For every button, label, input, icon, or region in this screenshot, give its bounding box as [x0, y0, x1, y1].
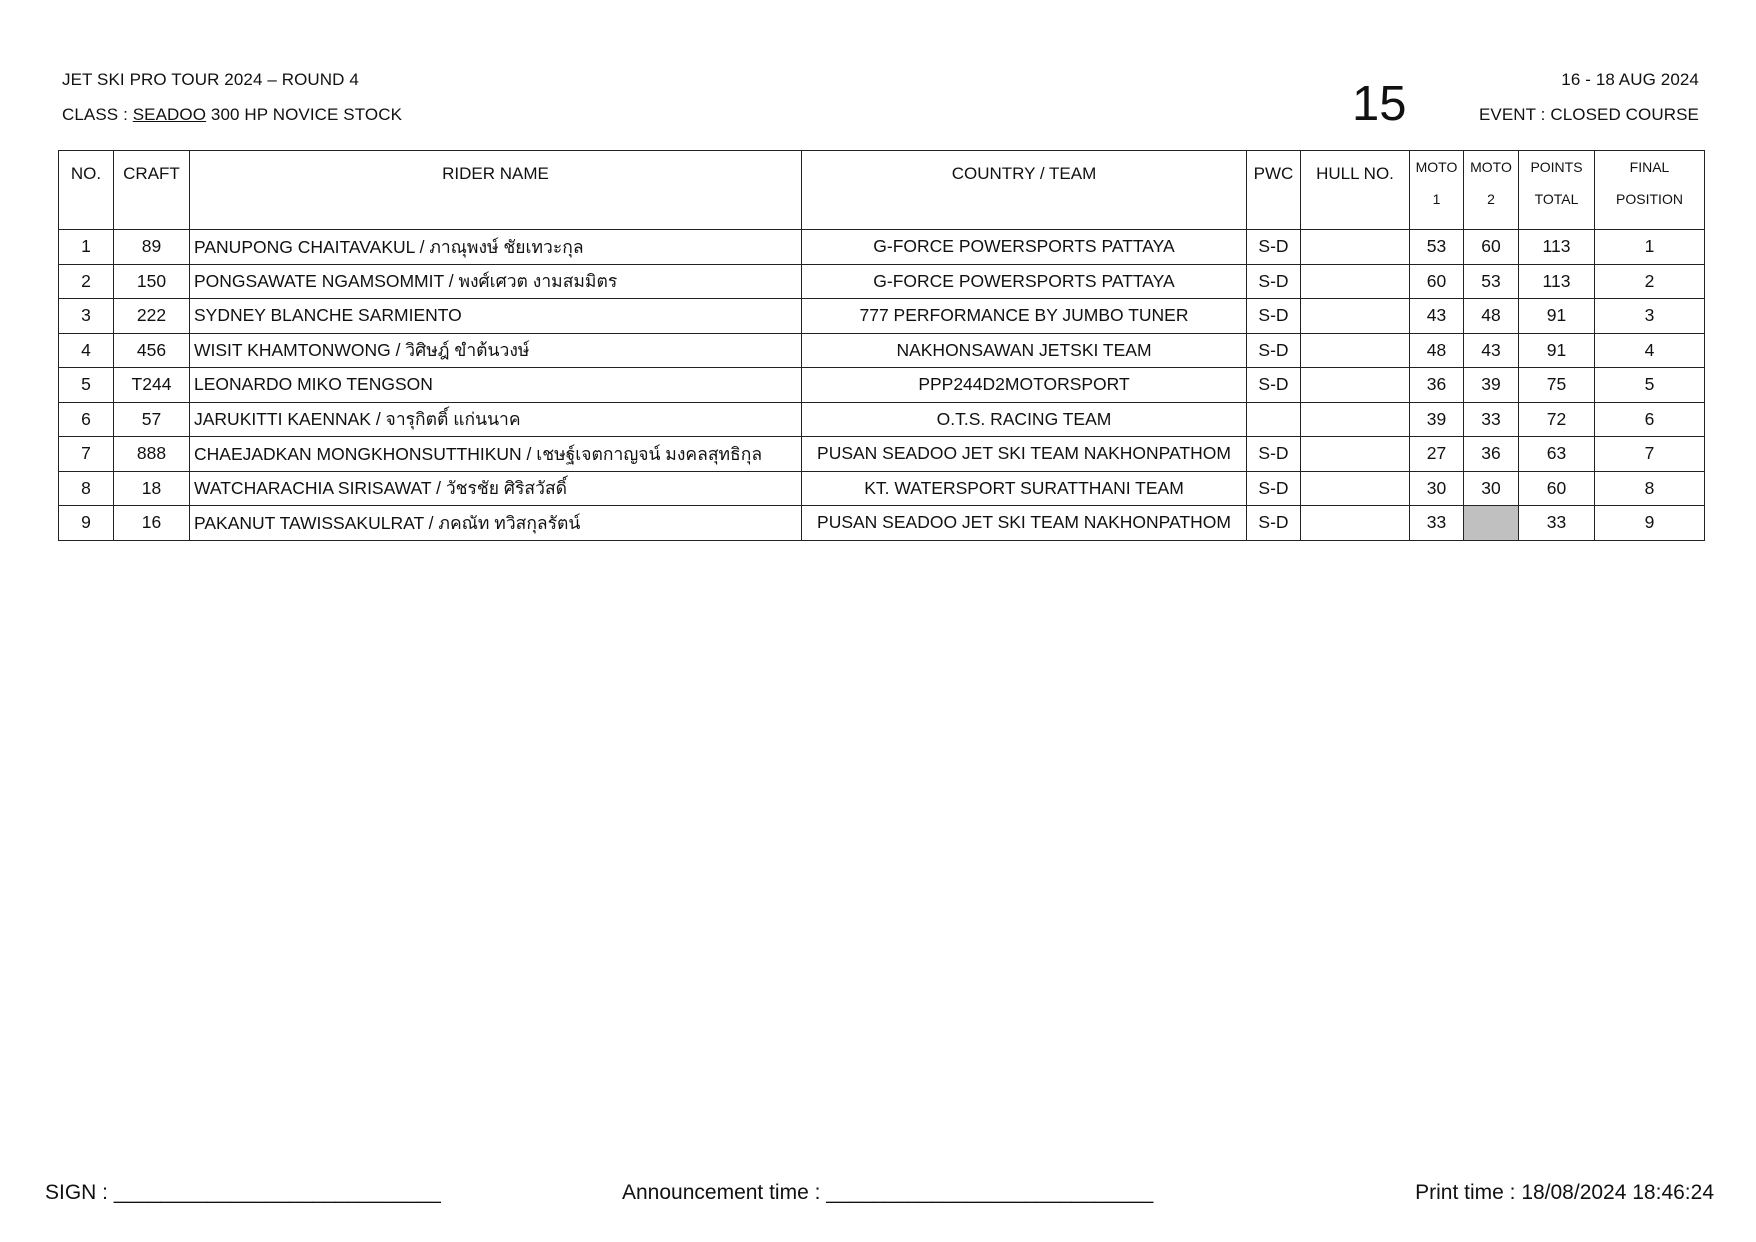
class-line — [62, 105, 402, 125]
cell-rider-name: PANUPONG CHAITAVAKUL / ภาณุพงษ์ ชัยเทวะกุล — [190, 230, 802, 265]
table-row — [59, 299, 1705, 334]
table-row — [59, 368, 1705, 403]
cell-rider-name: PAKANUT TAWISSAKULRAT / ภคณัท ทวิสกุลรัตน์ — [190, 506, 802, 541]
cell-rider-name: WISIT KHAMTONWONG / วิศิษฎ์ ขำต้นวงษ์ — [190, 333, 802, 368]
col-points-line1: POINTS — [1530, 159, 1583, 175]
cell-craft: 150 — [114, 264, 190, 299]
cell-moto-2: 48 — [1464, 299, 1519, 334]
col-moto-2-line1: MOTO — [1470, 159, 1512, 175]
table-row — [59, 402, 1705, 437]
print-time: Print time : 18/08/2024 18:46:24 — [1415, 1181, 1714, 1204]
cell-team: PPP244D2MOTORSPORT — [802, 368, 1247, 403]
cell-final-position: 1 — [1595, 230, 1705, 265]
cell-points-total: 60 — [1519, 471, 1595, 506]
col-no: NO. — [59, 151, 114, 230]
col-points-line2: TOTAL — [1534, 191, 1579, 207]
cell-moto-1: 53 — [1410, 230, 1464, 265]
cell-craft: 456 — [114, 333, 190, 368]
cell-moto-1: 36 — [1410, 368, 1464, 403]
col-moto-1-line2: 1 — [1432, 191, 1441, 207]
col-country-team: COUNTRY / TEAM — [802, 151, 1247, 230]
cell-moto-2-shaded — [1464, 506, 1519, 541]
cell-points-total: 113 — [1519, 264, 1595, 299]
cell-points-total: 91 — [1519, 299, 1595, 334]
heat-number: 15 — [1352, 77, 1407, 131]
table-row — [59, 230, 1705, 265]
cell-rider-name: PONGSAWATE NGAMSOMMIT / พงศ์เศวต งามสมมิตร — [190, 264, 802, 299]
cell-final-position: 6 — [1595, 402, 1705, 437]
col-rider-name: RIDER NAME — [190, 151, 802, 230]
cell-rider-name: JARUKITTI KAENNAK / จารุกิตติ์ แก่นนาค — [190, 402, 802, 437]
cell-no: 1 — [59, 230, 114, 265]
col-moto-2 — [1464, 151, 1519, 230]
cell-craft: 222 — [114, 299, 190, 334]
cell-moto-2: 53 — [1464, 264, 1519, 299]
cell-team: 777 PERFORMANCE BY JUMBO TUNER — [802, 299, 1247, 334]
cell-points-total: 75 — [1519, 368, 1595, 403]
cell-moto-1: 43 — [1410, 299, 1464, 334]
cell-moto-1: 30 — [1410, 471, 1464, 506]
cell-points-total: 33 — [1519, 506, 1595, 541]
cell-craft: 16 — [114, 506, 190, 541]
sign-line: SIGN : ____________________________ — [45, 1181, 441, 1204]
table-row — [59, 506, 1705, 541]
header-row — [59, 151, 1705, 230]
class-brand: SEADOO — [132, 105, 207, 124]
cell-craft: 888 — [114, 437, 190, 472]
cell-rider-name: CHAEJADKAN MONGKHONSUTTHIKUN / เชษฐ์เจตกาญจน์ มงคลสุทธิกุล — [190, 437, 802, 472]
cell-moto-1: 33 — [1410, 506, 1464, 541]
cell-team: PUSAN SEADOO JET SKI TEAM NAKHONPATHOM — [802, 506, 1247, 541]
cell-hull — [1301, 264, 1410, 299]
col-craft: CRAFT — [114, 151, 190, 230]
col-pwc: PWC — [1247, 151, 1301, 230]
col-moto-1-line1: MOTO — [1415, 159, 1458, 175]
cell-hull — [1301, 402, 1410, 437]
cell-moto-1: 27 — [1410, 437, 1464, 472]
event-title: JET SKI PRO TOUR 2024 – ROUND 4 — [62, 70, 359, 89]
cell-hull — [1301, 437, 1410, 472]
cell-hull — [1301, 471, 1410, 506]
cell-final-position: 7 — [1595, 437, 1705, 472]
cell-no: 9 — [59, 506, 114, 541]
cell-pwc: S-D — [1247, 506, 1301, 541]
cell-no: 7 — [59, 437, 114, 472]
cell-rider-name: SYDNEY BLANCHE SARMIENTO — [190, 299, 802, 334]
cell-no: 4 — [59, 333, 114, 368]
cell-final-position: 2 — [1595, 264, 1705, 299]
cell-final-position: 8 — [1595, 471, 1705, 506]
cell-team: PUSAN SEADOO JET SKI TEAM NAKHONPATHOM — [802, 437, 1247, 472]
results-table — [58, 150, 1705, 541]
cell-hull — [1301, 506, 1410, 541]
cell-moto-1: 60 — [1410, 264, 1464, 299]
cell-pwc: S-D — [1247, 437, 1301, 472]
class-prefix: CLASS : — [62, 105, 133, 124]
cell-final-position: 4 — [1595, 333, 1705, 368]
class-rest: 300 HP NOVICE STOCK — [206, 105, 403, 124]
cell-craft: 89 — [114, 230, 190, 265]
event-type: EVENT : CLOSED COURSE — [1478, 105, 1699, 124]
cell-moto-2: 36 — [1464, 437, 1519, 472]
cell-hull — [1301, 299, 1410, 334]
table-row — [59, 333, 1705, 368]
table-row — [59, 437, 1705, 472]
cell-moto-2: 33 — [1464, 402, 1519, 437]
cell-no: 5 — [59, 368, 114, 403]
col-moto-1 — [1410, 151, 1464, 230]
cell-final-position: 9 — [1595, 506, 1705, 541]
event-date: 16 - 18 AUG 2024 — [1561, 70, 1699, 89]
cell-team: G-FORCE POWERSPORTS PATTAYA — [802, 230, 1247, 265]
col-moto-2-line2: 2 — [1487, 191, 1495, 207]
cell-moto-2: 43 — [1464, 333, 1519, 368]
cell-no: 6 — [59, 402, 114, 437]
cell-team: G-FORCE POWERSPORTS PATTAYA — [802, 264, 1247, 299]
announcement-time: Announcement time : ____________________________ — [622, 1181, 1154, 1204]
cell-craft: T244 — [114, 368, 190, 403]
cell-moto-1: 39 — [1410, 402, 1464, 437]
cell-moto-2: 60 — [1464, 230, 1519, 265]
cell-craft: 18 — [114, 471, 190, 506]
table-row — [59, 471, 1705, 506]
cell-team: NAKHONSAWAN JETSKI TEAM — [802, 333, 1247, 368]
cell-craft: 57 — [114, 402, 190, 437]
cell-pwc: S-D — [1247, 333, 1301, 368]
cell-rider-name: LEONARDO MIKO TENGSON — [190, 368, 802, 403]
cell-hull — [1301, 368, 1410, 403]
col-final-position — [1595, 151, 1705, 230]
cell-final-position: 3 — [1595, 299, 1705, 334]
cell-pwc: S-D — [1247, 230, 1301, 265]
cell-points-total: 63 — [1519, 437, 1595, 472]
cell-no: 8 — [59, 471, 114, 506]
cell-hull — [1301, 230, 1410, 265]
cell-pwc: S-D — [1247, 471, 1301, 506]
col-points-total — [1519, 151, 1595, 230]
cell-no: 3 — [59, 299, 114, 334]
cell-moto-1: 48 — [1410, 333, 1464, 368]
col-hull-no: HULL NO. — [1301, 151, 1410, 230]
cell-team: O.T.S. RACING TEAM — [802, 402, 1247, 437]
cell-moto-2: 30 — [1464, 471, 1519, 506]
cell-pwc: S-D — [1247, 264, 1301, 299]
cell-points-total: 91 — [1519, 333, 1595, 368]
cell-moto-2: 39 — [1464, 368, 1519, 403]
cell-no: 2 — [59, 264, 114, 299]
cell-pwc — [1247, 402, 1301, 437]
cell-final-position: 5 — [1595, 368, 1705, 403]
cell-rider-name: WATCHARACHIA SIRISAWAT / วัชรชัย ศิริสวัสดิ์ — [190, 471, 802, 506]
col-final-line2: POSITION — [1616, 191, 1683, 207]
cell-points-total: 113 — [1519, 230, 1595, 265]
col-final-line1: FINAL — [1629, 159, 1670, 175]
table-row — [59, 264, 1705, 299]
cell-team: KT. WATERSPORT SURATTHANI TEAM — [802, 471, 1247, 506]
cell-points-total: 72 — [1519, 402, 1595, 437]
cell-hull — [1301, 333, 1410, 368]
cell-pwc: S-D — [1247, 299, 1301, 334]
cell-pwc: S-D — [1247, 368, 1301, 403]
